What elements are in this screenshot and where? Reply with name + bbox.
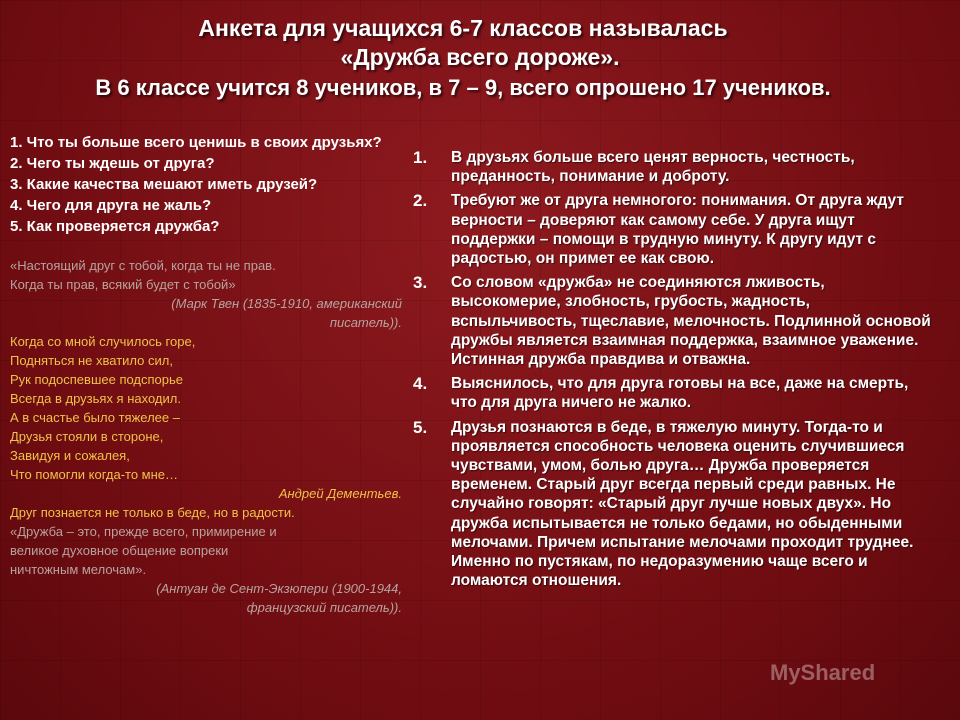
answer-item (413, 418, 933, 591)
question-item: 3. Какие качества мешают иметь друзей? (10, 176, 318, 193)
twain-author-line: (Марк Твен (1835-1910, американский (171, 296, 402, 311)
poem-line: Друзья стояли в стороне, (10, 429, 164, 444)
answer-item (413, 273, 933, 369)
answer-number: 5. (413, 417, 428, 437)
answer-number: 3. (413, 273, 428, 293)
poem-line: Рук подоспевшее подспорье (10, 372, 184, 387)
twain-quote-line: «Настоящий друг с тобой, когда ты не прав. (10, 258, 276, 273)
poem-line: Что помогли когда-то мне… (10, 467, 179, 482)
question-item: 5. Как проверяется дружба? (10, 218, 220, 235)
answer-item (413, 374, 933, 412)
answers-column (413, 148, 933, 595)
saying-line: Друг познается не только в беде, но в радости. (10, 505, 295, 520)
title-line-1: Анкета для учащихся 6-7 классов называлась (198, 15, 728, 41)
watermark-logo: MyShared (770, 660, 876, 685)
exupery-quote-line: великое духовное общение вопреки (10, 543, 229, 558)
questions-and-quotes-column (10, 134, 402, 617)
answer-item (413, 148, 933, 186)
exupery-quote-line: ничтожным мелочам». (10, 562, 147, 577)
slide-title (0, 14, 960, 104)
answer-item (413, 191, 933, 268)
question-item: 4. Чего для друга не жаль? (10, 197, 212, 214)
title-line-2: «Дружба всего дороже». (340, 44, 620, 70)
answer-text: В друзьях больше всего ценят верность, честность, преданность, понимание и доброту. (451, 149, 855, 186)
poem-line: Подняться не хватило сил, (10, 353, 173, 368)
answer-text: Требуют же от друга немногого: понимания. От друга ждут верности – доверяют как самому себе. У друга ищут поддержки – помощи в трудную минуту. К другу идут с радостью, он примет ее как свою. (451, 192, 904, 268)
poem-line: Всегда в друзьях я находил. (10, 391, 181, 406)
exupery-author-line: французский писатель)). (246, 600, 402, 615)
poem-author: Андрей Дементьев. (278, 486, 402, 501)
twain-author-line: писатель)). (329, 315, 402, 330)
answer-text: Со словом «дружба» не соединяются лживость, высокомерие, злобность, грубость, жадность, вспыльчивость, тщеславие, мелочность. Подлинной основой дружбы является взаимная поддержка, взаимное уважение. Истинная дружба правдива и отважна. (451, 274, 931, 369)
answer-number: 2. (413, 191, 428, 211)
exupery-quote-line: «Дружба – это, прежде всего, примирение и (10, 524, 277, 539)
question-item: 2. Чего ты ждешь от друга? (10, 155, 215, 172)
answer-number: 1. (413, 148, 428, 167)
poem-line: Завидуя и сожалея, (10, 448, 130, 463)
poem-line: Когда со мной случилось горе, (10, 334, 196, 349)
question-item: 1. Что ты больше всего ценишь в своих друзьях? (10, 134, 382, 151)
answer-number: 4. (413, 374, 428, 394)
title-line-3: В 6 классе учится 8 учеников, в 7 – 9, всего опрошено 17 учеников. (95, 75, 831, 100)
poem-line: А в счастье было тяжелее – (10, 410, 180, 425)
answer-text: Друзья познаются в беде, в тяжелую минуту. Тогда-то и проявляется способность человека оценить случившиеся чувствами, умом, болью друга… Дружба проверяется временем. Старый друг всегда первый среди равных. Не случайно говорят: «Старый друг лучше новых двух». Но дружба испытывается не только бедами, но обыденными мелочами. Причем испытание мелочами проходит труднее. Именно по пустякам, по недоразумению чаще всего и ломаются отношения. (451, 418, 914, 590)
twain-quote-line: Когда ты прав, всякий будет с тобой» (10, 277, 236, 292)
quotes-block (10, 256, 402, 617)
answer-text: Выяснилось, что для друга готовы на все, даже на смерть, что для друга ничего не жалко. (451, 375, 909, 412)
exupery-author-line: (Антуан де Сент-Экзюпери (1900-1944, (156, 581, 402, 596)
